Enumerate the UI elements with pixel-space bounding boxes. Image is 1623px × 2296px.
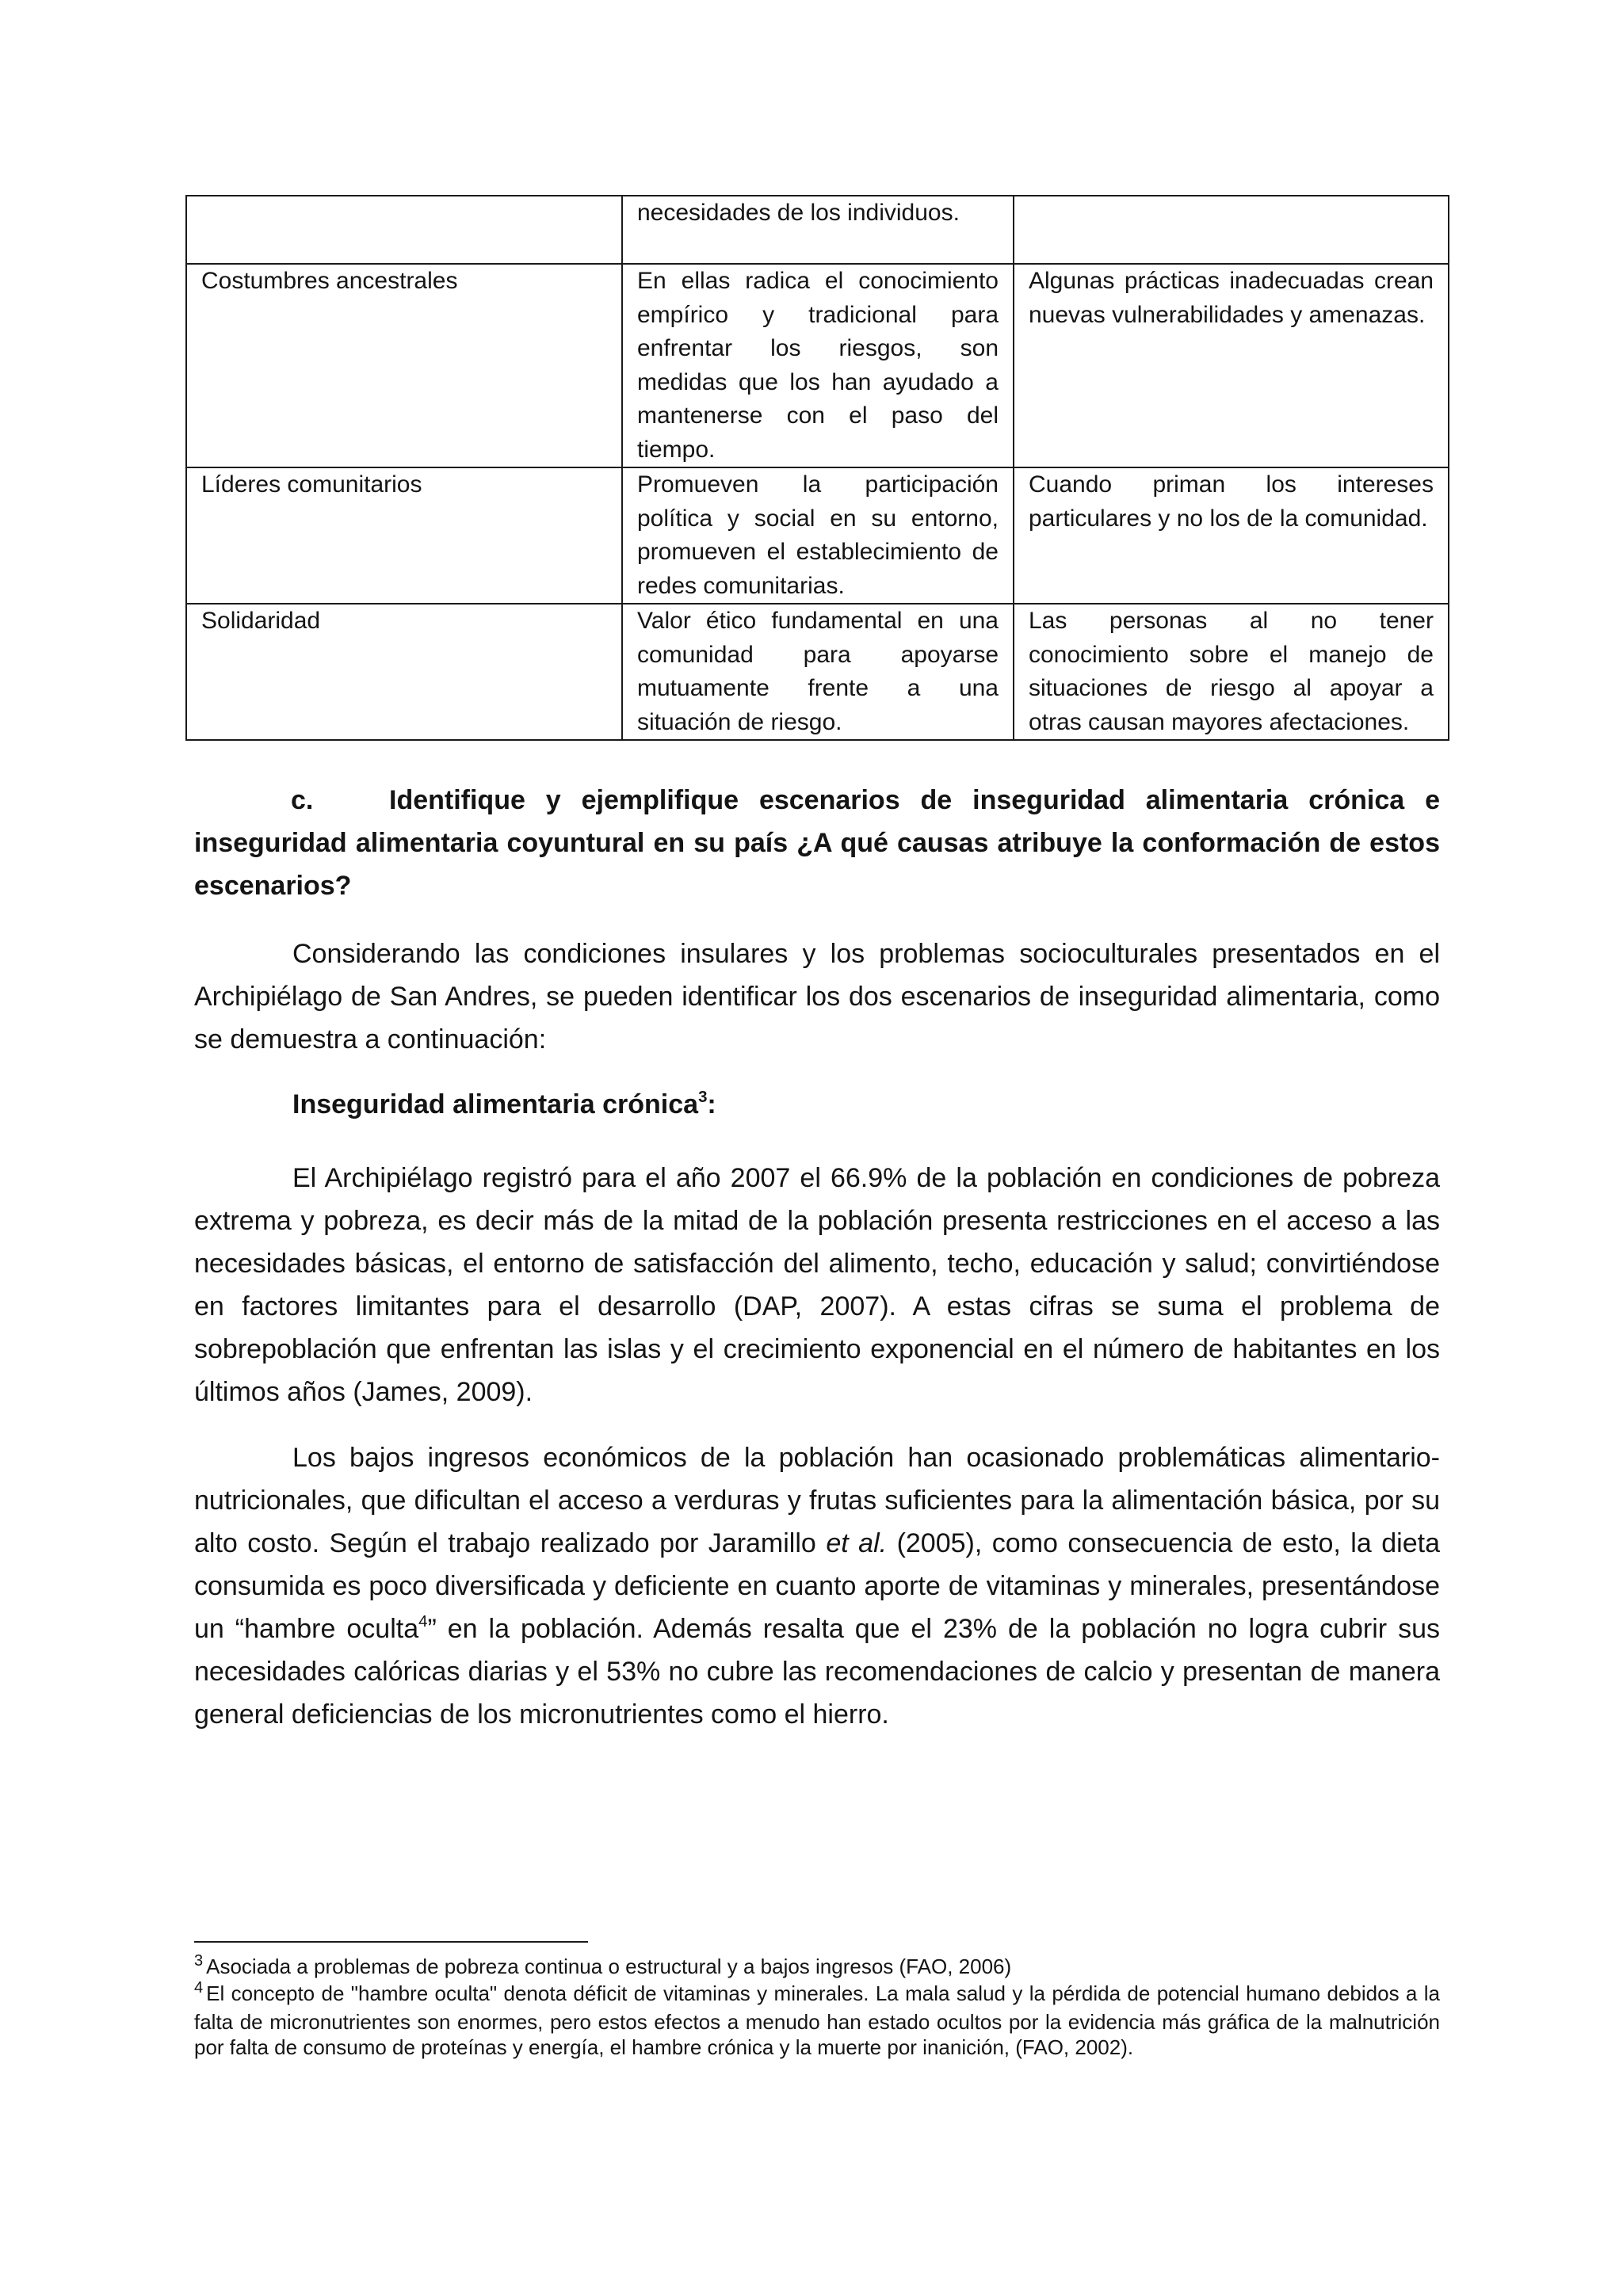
subheading-text: Inseguridad alimentaria crónica	[292, 1089, 699, 1119]
intro-paragraph: Considerando las condiciones insulares y los problemas socioculturales presentados en el Archipiélago de San Andres, se pueden identificar los dos escenarios de inseguridad alimentaria, como se demuestra a continuación:	[194, 939, 1440, 1055]
footnote-text: Asociada a problemas de pobreza continua o estructural y a bajos ingresos (FAO, 2006)	[206, 1955, 1012, 1978]
table-cell-label: Costumbres ancestrales	[186, 264, 622, 467]
capacities-table	[185, 195, 1449, 741]
paragraph-nutrition	[194, 1436, 1440, 1736]
subheading-suffix: :	[707, 1089, 716, 1119]
footnote-number: 3	[194, 1952, 204, 1970]
paragraph-text: ” en la población. Además resalta que el 23% de la población no logra cubrir sus necesidades calóricas diarias y el 53% no cubre las recomendaciones de calcio y presentan de manera general deficiencias de los micronutrientes como el hierro.	[194, 1614, 1441, 1730]
table-cell-strength: En ellas radica el conocimiento empírico y tradicional para enfrentar los riesgos, son medidas que los han ayudado a mantenerse con el paso del tiempo.	[622, 264, 1014, 467]
italic-text: et al.	[826, 1528, 888, 1558]
table-cell-label: Líderes comunitarios	[186, 467, 622, 604]
table-row	[186, 604, 1449, 740]
table-cell-strength: necesidades de los individuos.	[622, 196, 1014, 264]
footnote-number: 4	[194, 1979, 204, 1997]
table-cell-weakness: Algunas prácticas inadecuadas crean nuevas vulnerabilidades y amenazas.	[1014, 264, 1449, 467]
table-cell-weakness	[1014, 196, 1449, 264]
table-row	[186, 196, 1449, 264]
section-question	[194, 779, 1440, 907]
table-cell-strength: Valor ético fundamental en una comunidad para apoyarse mutuamente frente a una situación de riesgo.	[622, 604, 1014, 740]
paragraph-text: (2005), como consecuencia de esto, la dieta consumida es poco diversificada y deficiente en cuanto aporte de vitaminas y minerales, presentándose un “hambre oculta	[194, 1528, 1440, 1644]
table-cell-weakness: Las personas al no tener conocimiento sobre el manejo de situaciones de riesgo al apoyar a otras causan mayores afectaciones.	[1014, 604, 1449, 740]
footnote-text: El concepto de "hambre oculta" denota déficit de vitaminas y minerales. La mala salud y la pérdida de potencial humano debidos a la falta de micronutrientes son enormes, pero estos efectos a menudo han estado ocultos por la evidencia más gráfica de la malnutrición por falta de consumo de proteínas y energía, el hambre crónica y la muerte por inanición, (FAO, 2002).	[194, 1981, 1440, 2059]
paragraph-poverty: El Archipiélago registró para el año 2007 el 66.9% de la población en condiciones de pobreza extrema y pobreza, es decir más de la mitad de la población presenta restricciones en el acceso a las necesidades básicas, el entorno de satisfacción del alimento, techo, educación y salud; convirtiéndose en factores limitantes para el desarrollo (DAP, 2007). A estas cifras se suma el problema de sobrepoblación que enfrentan las islas y el crecimiento exponencial en el número de habitantes en los últimos años (James, 2009).	[194, 1163, 1440, 1407]
table-cell-strength: Promueven la participación política y social en su entorno, promueven el establecimiento de redes comunitarias.	[622, 467, 1014, 604]
footnote-divider	[194, 1941, 588, 1943]
footnote	[194, 1981, 1440, 2061]
section-question-text: Identifique y ejemplifique escenarios de inseguridad alimentaria crónica e inseguridad alimentaria coyuntural en su país ¿A qué causas atribuye la conformación de estos escenarios?	[194, 785, 1440, 901]
subheading	[292, 1083, 716, 1126]
paragraph-text: Los bajos ingresos económicos de la población han ocasionado problemáticas alimentario-nutricionales, que dificultan el acceso a verduras y frutas suficientes para la alimentación básica, por su alto costo. Según el trabajo realizado por Jaramillo	[194, 1443, 1440, 1558]
table-cell-label: Solidaridad	[186, 604, 622, 740]
table-cell-label	[186, 196, 622, 264]
table-row	[186, 264, 1449, 467]
footnote-ref: 4	[418, 1612, 428, 1630]
footnote-ref: 3	[698, 1088, 708, 1106]
footnote	[194, 1954, 1440, 1982]
table-row	[186, 467, 1449, 604]
section-label: c.	[291, 785, 314, 815]
table-cell-weakness: Cuando priman los intereses particulares y no los de la comunidad.	[1014, 467, 1449, 604]
